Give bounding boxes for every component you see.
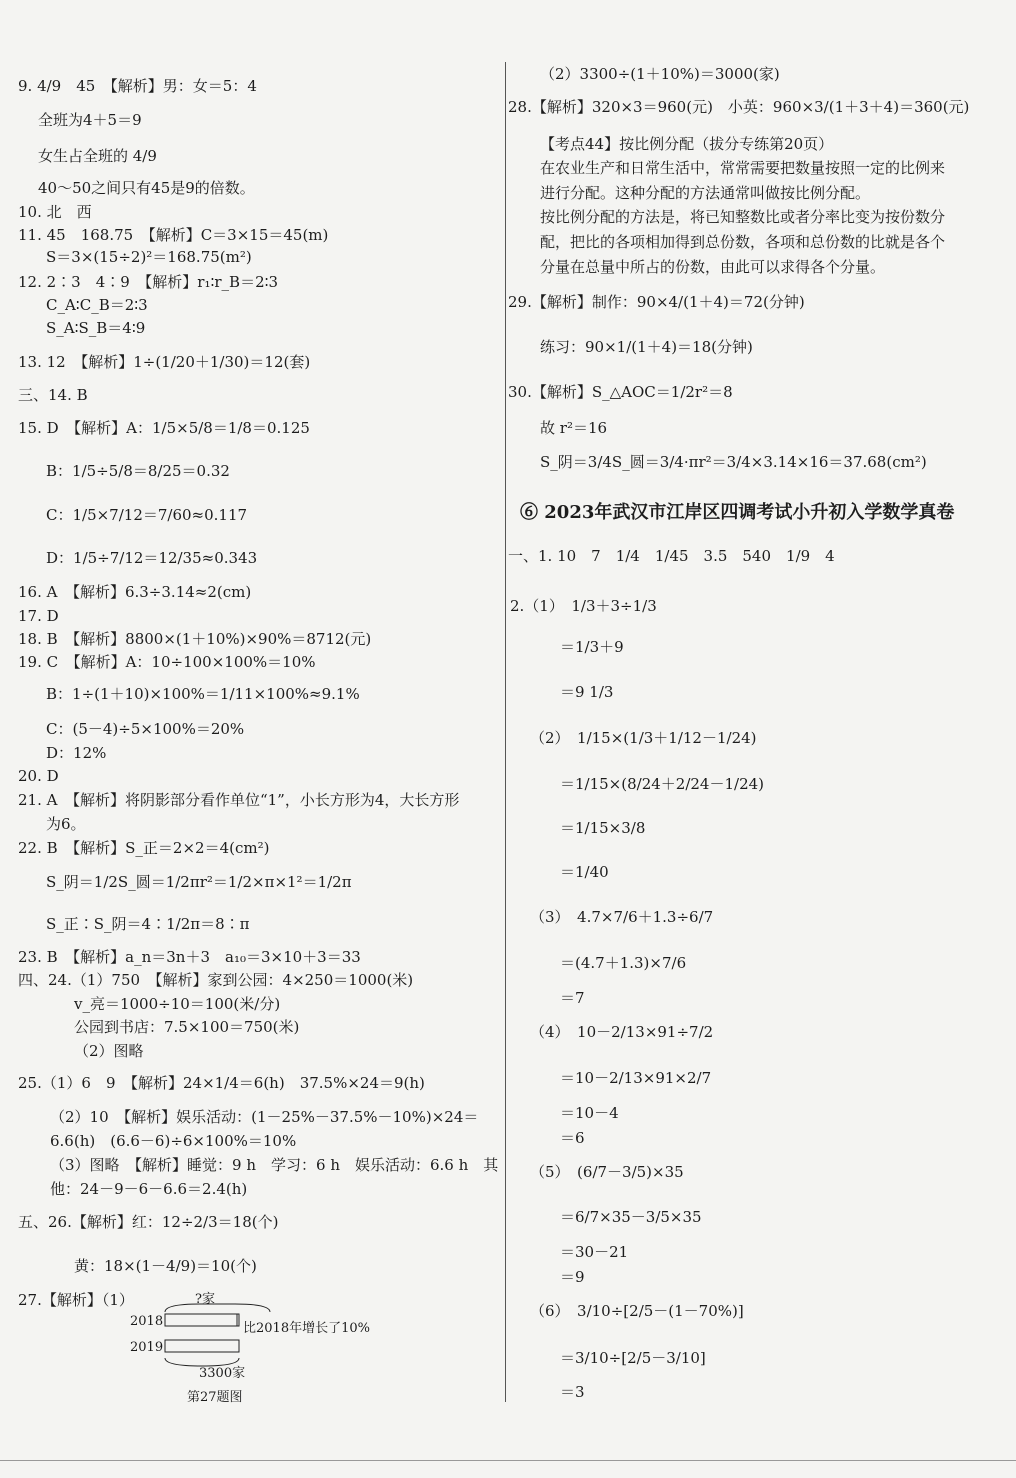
answer-9-step3: 40～50之间只有45是9的倍数。 (38, 179, 255, 197)
answer-19: 19. C 【解析】A：10÷100×100%＝10% (18, 653, 316, 671)
answer-9: 9. 4/9 45 【解析】男：女＝5：4 (18, 77, 257, 95)
figure-top-label: ?家 (195, 1292, 215, 1307)
answer-14: 三、14. B (18, 386, 88, 404)
calc-6-step2: ＝3 (560, 1383, 585, 1401)
answer-13: 13. 12 【解析】1÷(1/20＋1/30)＝12(套) (18, 353, 311, 371)
calc-5-step2: ＝30－21 (560, 1243, 629, 1261)
calc-6: （6） 3/10÷[2/5－(1－70%)] (530, 1302, 744, 1320)
answer-23: 23. B 【解析】a_n＝3n＋3 a₁₀＝3×10＋3＝33 (18, 948, 361, 966)
calc-3: （3） 4.7×7/6＋1.3÷6/7 (530, 908, 714, 926)
answer-16: 16. A 【解析】6.3÷3.14≈2(cm) (18, 583, 252, 601)
answer-15: 15. D 【解析】A：1/5×5/8＝1/8＝0.125 (18, 419, 310, 437)
calc-2: （2） 1/15×(1/3＋1/12－1/24) (530, 729, 757, 747)
answer-22-step1: S_阴＝1/2S_圆＝1/2πr²＝1/2×π×1²＝1/2π (46, 873, 352, 891)
figure-bottom-label: 3300家 (199, 1366, 246, 1381)
calc-1: 2.（1） 1/3＋3÷1/3 (510, 597, 657, 615)
answer-17: 17. D (18, 607, 59, 625)
calc-5-step1: ＝6/7×35－3/5×35 (560, 1208, 702, 1226)
answer-25: 25.（1）6 9 【解析】24×1/4＝6(h) 37.5%×24＝9(h) (18, 1074, 425, 1092)
answer-19-b: B：1÷(1＋10)×100%＝1/11×100%≈9.1% (46, 685, 360, 703)
knowledge-point-44-line1: 在农业生产和日常生活中，常常需要把数量按照一定的比例来 (540, 159, 946, 177)
answer-22-step2: S_正∶S_阴＝4∶1/2π＝8∶π (46, 915, 250, 933)
exam-section-title: ⑥ 2023年武汉市江岸区四调考试小升初入学数学真卷 (520, 502, 955, 523)
calc-2-step1: ＝1/15×(8/24＋2/24－1/24) (560, 775, 765, 793)
answer-15-d: D：1/5÷7/12＝12/35≈0.343 (46, 549, 258, 567)
answer-21: 21. A 【解析】将阴影部分看作单位“1”，小长方形为4，大长方形 (18, 791, 460, 809)
calc-3-step2: ＝7 (560, 989, 585, 1007)
calc-6-step1: ＝3/10÷[2/5－3/10] (560, 1349, 706, 1367)
answer-19-c: C：(5－4)÷5×100%＝20% (46, 720, 245, 738)
column-divider (505, 62, 506, 1402)
answer-25-part3: （3）图略 【解析】睡觉：9 h 学习：6 h 娱乐活动：6.6 h 其 (50, 1156, 499, 1174)
answer-12-step1: C_A∶C_B＝2∶3 (46, 296, 148, 314)
calc-5-step3: ＝9 (560, 1268, 585, 1286)
calc-4-step1: ＝10－2/13×91×2/7 (560, 1069, 712, 1087)
figure-label-2019: 2019 (130, 1340, 164, 1355)
calc-2-step2: ＝1/15×3/8 (560, 819, 646, 837)
answer-19-d: D：12% (46, 744, 107, 762)
bar-diagram (125, 1288, 385, 1408)
figure-side-note: 比2018年增长了10% (243, 1321, 370, 1336)
knowledge-point-44-line3: 按比例分配的方法是，将已知整数比或者分率比变为按份数分 (540, 208, 946, 226)
calc-1-step1: ＝1/3＋9 (560, 638, 624, 656)
answer-24-part2: （2）图略 (74, 1042, 144, 1060)
answer-30-step2: S_阴＝3/4S_圆＝3/4·πr²＝3/4×3.14×16＝37.68(cm²) (540, 453, 927, 471)
answer-12-step2: S_A∶S_B＝4∶9 (46, 319, 146, 337)
answer-29-step1: 练习：90×1/(1＋4)＝18(分钟) (540, 338, 753, 356)
answer-26: 五、26.【解析】红：12÷2/3＝18(个) (18, 1213, 279, 1231)
calc-2-step3: ＝1/40 (560, 863, 609, 881)
answer-15-b: B：1/5÷5/8＝8/25＝0.32 (46, 462, 230, 480)
figure-caption: 第27题图 (187, 1390, 243, 1405)
answer-30: 30.【解析】S_△AOC＝1/2r²＝8 (508, 383, 733, 401)
answer-27: 27.【解析】（1） (18, 1291, 134, 1309)
knowledge-point-44-line4: 配，把比的各项相加得到总份数，各项和总份数的比就是各个 (540, 233, 946, 251)
part1-answers: 一、1. 10 7 1/4 1/45 3.5 540 1/9 4 (508, 547, 835, 565)
knowledge-point-44-line5: 分量在总量中所占的份数，由此可以求得各个分量。 (540, 258, 886, 276)
answer-12: 12. 2∶3 4∶9 【解析】r₁∶r_B＝2∶3 (18, 273, 279, 291)
answer-26-step1: 黄：18×(1－4/9)＝10(个) (74, 1257, 257, 1275)
answer-15-c: C：1/5×7/12＝7/60≈0.117 (46, 506, 248, 524)
answer-29: 29.【解析】制作：90×4/(1＋4)＝72(分钟) (508, 293, 805, 311)
answer-11-step1: S＝3×(15÷2)²＝168.75(m²) (46, 248, 252, 266)
calc-4-step2: ＝10－4 (560, 1104, 619, 1122)
answer-27-part2: （2）3300÷(1＋10%)＝3000(家) (540, 65, 780, 83)
answer-10: 10. 北 西 (18, 203, 92, 221)
figure-label-2018: 2018 (130, 1314, 164, 1329)
calc-4: （4） 10－2/13×91÷7/2 (530, 1023, 714, 1041)
bottom-rule (0, 1460, 1016, 1461)
answer-30-step1: 故 r²＝16 (540, 419, 608, 437)
answer-20: 20. D (18, 767, 59, 785)
answer-21-cont: 为6。 (46, 815, 86, 833)
knowledge-point-44-line2: 进行分配。这种分配的方法通常叫做按比例分配。 (540, 184, 871, 202)
answer-25-part2: （2）10 【解析】娱乐活动：(1－25%－37.5%－10%)×24＝ (50, 1108, 479, 1126)
answer-18: 18. B 【解析】8800×(1＋10%)×90%＝8712(元) (18, 630, 372, 648)
answer-28: 28.【解析】320×3＝960(元) 小英：960×3/(1＋3＋4)＝360(元) (508, 98, 970, 116)
answer-25-part3-cont: 他：24－9－6－6.6＝2.4(h) (50, 1180, 248, 1198)
answer-25-part2-cont: 6.6(h) (6.6－6)÷6×100%＝10% (50, 1132, 297, 1150)
question-27-figure (125, 1288, 385, 1408)
answer-11: 11. 45 168.75 【解析】C＝3×15＝45(m) (18, 226, 329, 244)
answer-24-step2: 公园到书店：7.5×100＝750(米) (74, 1018, 300, 1036)
knowledge-point-44-title: 【考点44】按比例分配（拔分专练第20页） (540, 135, 834, 153)
answer-22: 22. B 【解析】S_正＝2×2＝4(cm²) (18, 839, 270, 857)
answer-24: 四、24.（1）750 【解析】家到公园：4×250＝1000(米) (18, 971, 414, 989)
answer-9-step1: 全班为4＋5＝9 (38, 111, 142, 129)
calc-4-step3: ＝6 (560, 1129, 585, 1147)
calc-1-step2: ＝9 1/3 (560, 683, 614, 701)
answer-24-step1: v_亮＝1000÷10＝100(米/分) (74, 995, 281, 1013)
calc-3-step1: ＝(4.7＋1.3)×7/6 (560, 954, 687, 972)
answer-9-step2: 女生占全班的 4/9 (38, 147, 157, 165)
calc-5: （5） (6/7－3/5)×35 (530, 1163, 684, 1181)
